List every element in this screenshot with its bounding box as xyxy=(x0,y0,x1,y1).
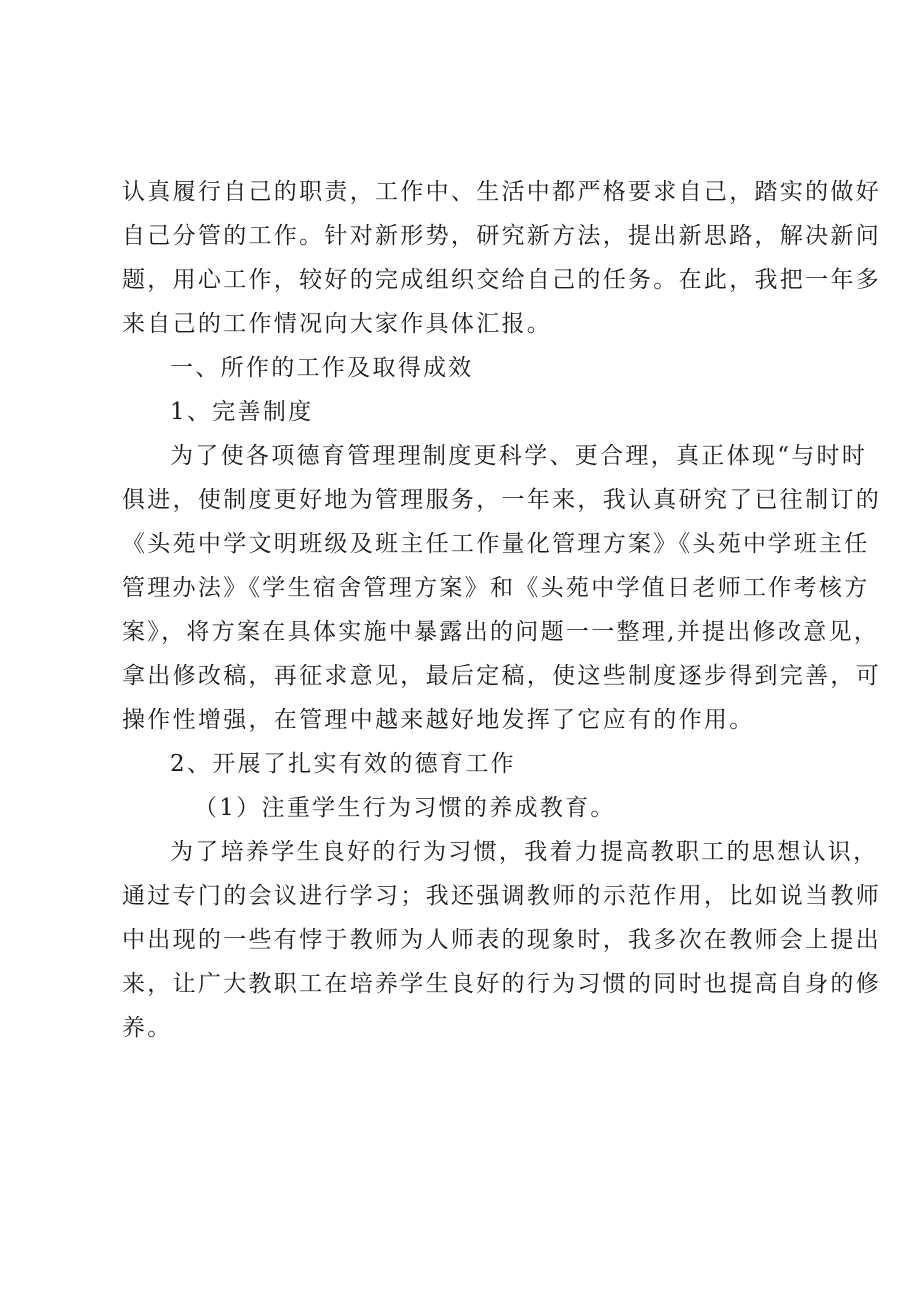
body-text-line: 案》，将方案在具体实施中暴露出的问题一一整理,并提出修改意见， xyxy=(122,619,880,645)
body-text-line: 中出现的一些有悖于教师为人师表的现象时，我多次在教师会上提出 xyxy=(122,927,881,953)
body-text-line: 通过专门的会议进行学习；我还强调教师的示范作用，比如说当教师 xyxy=(122,883,881,909)
body-text-line: 养。 xyxy=(122,1015,173,1041)
body-text-line: 拿出修改稿，再征求意见，最后定稿，使这些制度逐步得到完善，可 xyxy=(122,663,881,689)
body-text-line: 操作性增强，在管理中越来越好地发挥了它应有的作用。 xyxy=(122,707,755,733)
body-text-line: 为了使各项德育管理理制度更科学、更合理，真正体现“与时时 xyxy=(170,443,868,469)
body-text-line: 来自己的工作情况向大家作具体汇报。 xyxy=(122,311,553,337)
body-text-line: 题，用心工作，较好的完成组织交给自己的任务。在此，我把一年多 xyxy=(122,267,881,293)
subsection-heading: 1、完善制度 xyxy=(170,399,314,425)
body-text-line: 《头苑中学文明班级及班主任工作量化管理方案》《头苑中学班主任 xyxy=(122,531,870,557)
body-text-line: 来，让广大教职工在培养学生良好的行为习惯的同时也提高自身的修 xyxy=(122,971,881,997)
subsection-heading: 2、开展了扎实有效的德育工作 xyxy=(170,751,516,777)
body-text-line: 自己分管的工作。针对新形势，研究新方法，提出新思路，解决新问 xyxy=(122,223,881,249)
body-text-line: 认真履行自己的职责，工作中、生活中都严格要求自己，踏实的做好 xyxy=(122,179,881,205)
sub-subsection-heading: （1）注重学生行为习惯的养成教育。 xyxy=(194,795,616,821)
body-text-line: 管理办法》《学生宿舍管理方案》和《头苑中学值日老师工作考核方 xyxy=(122,575,870,601)
body-text-line: 为了培养学生良好的行为习惯，我着力提高教职工的思想认识， xyxy=(170,839,879,865)
body-text-line: 俱进，使制度更好地为管理服务，一年来，我认真研究了已往制订的 xyxy=(122,487,881,513)
section-heading: 一、所作的工作及取得成效 xyxy=(170,355,474,381)
